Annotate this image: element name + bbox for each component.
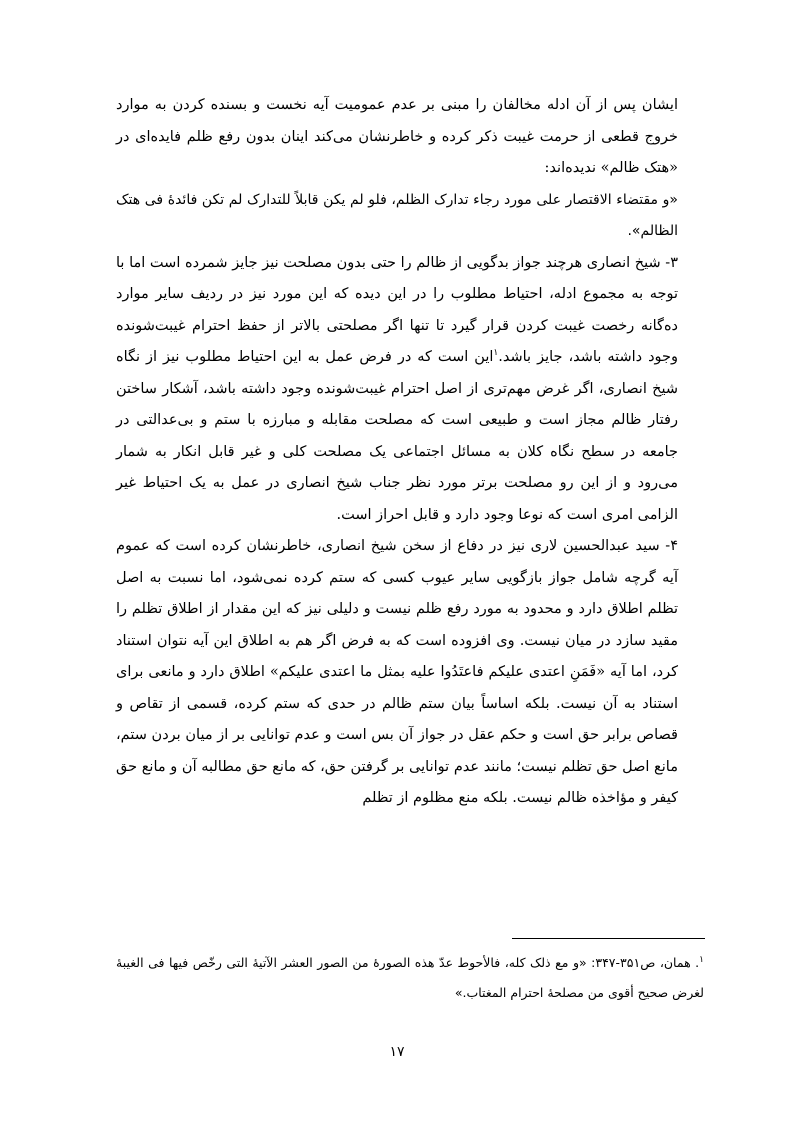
paragraph-2-part-b: این است که در فرض عمل به این احتیاط مطلوب نیز از نگاه شیخ انصاری، اگر غرض مهم‌تری از اصل احترام غیبت‌شونده وجود داشته باشد، آشکار ساختن رفتار ظالم مجاز است و طبیعی است که مصلحت مقابله و مبارزه با ستم و بی‌عدالتی در جامعه در سطح نگاه کلان به مسائل اجتماعی یک مصلحت کلی و غیر قابل انکار به شمار می‌رود و از این رو مصلحت برتر مورد نظر جناب شیخ انصاری در عمل به یک احتیاط غیر الزامی امری است که نوعا وجود دارد و قابل احراز است.	[116, 349, 678, 523]
footnote-marker: ۱	[699, 954, 704, 965]
paragraph-2-part-a: ۳- شیخ انصاری هرچند جواز بدگویی از ظالم را حتی بدون مصلحت نیز جایز شمرده است اما با توجه به مجموع ادله، احتیاط مطلوب را در این دیده که این مورد نیز در ردیف سایر موارد ده‌گانه رخصت غیبت کردن قرار گیرد تا تنها اگر مصلحتی بالاتر از حفظ احترام غیبت‌شونده وجود داشته باشد، جایز باشد.	[116, 254, 678, 365]
arabic-quote: «و مقتضاء الاقتصار علی مورد رجاء تدارک الظلم، فلو لم یکن قابلاً للتدارک لم تکن فائدهٔ فی هتک الظالم».	[116, 191, 678, 239]
body-text	[116, 90, 678, 815]
footnote-separator	[512, 938, 705, 939]
footnote-entry	[116, 948, 704, 1008]
paragraph-3: ۴- سید عبدالحسین لاری نیز در دفاع از سخن شیخ انصاری، خاطرنشان کرده است که عموم آیه گرچه شامل جواز بازگویی سایر عیوب کسی که ستم کرده نمی‌شود، اما نسبت به اصل تظلم اطلاق دارد و محدود به مورد رفع ظلم نیست و دلیلی نیز که این مقدار از اطلاق تظلم را مقید سازد در میان نیست. وی افزوده است که به فرض اگر هم به اطلاق این آیه نتوان استناد کرد، اما آیه «فَمَنِ اعتدی علیکم فاعتَدُوا علیه بمثل ما اعتدی علیکم» اطلاق دارد و مانعی برای استناد به آن نیست. بلکه اساساً بیان ستم ظالم در حدی که ستم کرده، قسمی از تقاص و قصاص برابر حق است و حکم عقل در جواز آن بس است و عدم توانایی بر از میان بردن ستم، مانع اصل حق تظلم نیست؛ مانند عدم توانایی بر گرفتن حق، که مانع حق مطالبه آن و مانع حق کیفر و مؤاخذه ظالم نیست. بلکه منع مظلوم از تظلم	[116, 538, 678, 806]
footnote-text: . همان، ص۳۵۱-۳۴۷: «و مع ذلک کله، فالأحوط عدّ هذه الصورهٔ من الصور العشر الآتیهٔ التی رخّص فیها فی الغیبهٔ لغرض صحیح أقوی من مصلحهٔ احترام المغتاب.»	[116, 955, 704, 1000]
paragraph-2	[116, 248, 678, 532]
footnote	[116, 948, 704, 1008]
footnote-reference[interactable]: ۱	[493, 348, 499, 359]
page-number: ۱۷	[389, 1044, 405, 1060]
paragraph-1: ایشان پس از آن ادله مخالفان را مبنی بر عدم عمومیت آیه نخست و بسنده کردن به موارد خروج قطعی از حرمت غیبت ذکر کرده و خاطرنشان می‌کند اینان بدون رفع ظلم فایده‌ای در «هتک ظالم» ندیده‌اند:	[116, 97, 678, 176]
